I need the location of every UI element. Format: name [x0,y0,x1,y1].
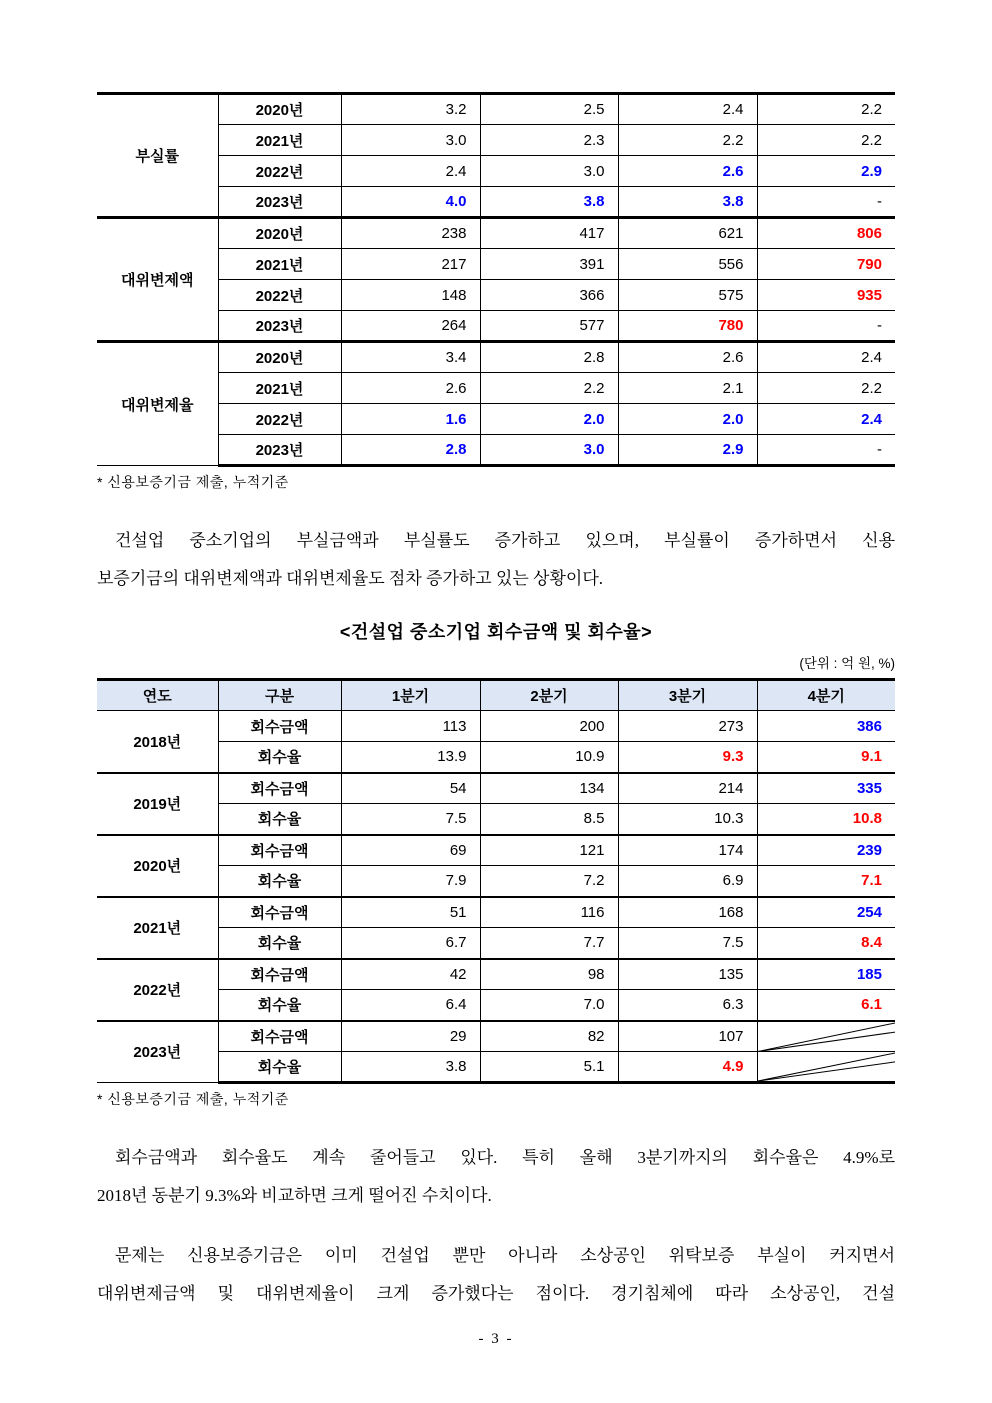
value-cell: 2.5 [480,94,618,125]
category-cell: 회수율 [218,742,341,773]
value-cell: 4.9 [618,1052,757,1083]
value-cell: 2.2 [757,373,895,404]
value-cell: 113 [341,711,480,742]
table-row [97,773,895,804]
paragraph-2 [97,1139,895,1215]
year-cell: 2022년 [97,959,218,1021]
crossed-out-cell [757,1052,895,1083]
table-row [97,835,895,866]
value-cell: 1.6 [341,404,480,435]
value-cell: - [757,311,895,342]
value-cell: 2.4 [757,342,895,373]
year-cell: 2021년 [218,125,341,156]
paragraph-line: 보증기금의 대위변제액과 대위변제율도 점차 증가하고 있는 상황이다. [97,569,603,588]
table-header-row [97,680,895,711]
page-number: - 3 - [478,1331,514,1347]
value-cell: 254 [757,897,895,928]
table-row [97,1021,895,1052]
value-cell: 69 [341,835,480,866]
value-cell: 7.1 [757,866,895,897]
paragraph-1 [97,522,895,598]
value-cell: 6.3 [618,990,757,1021]
value-cell: 107 [618,1021,757,1052]
value-cell: 185 [757,959,895,990]
value-cell: 6.7 [341,928,480,959]
header-cell: 연도 [97,680,218,711]
category-cell: 회수율 [218,990,341,1021]
value-cell: 7.5 [618,928,757,959]
value-cell: 2.4 [757,404,895,435]
year-cell: 2020년 [218,94,341,125]
value-cell: 82 [480,1021,618,1052]
year-cell: 2019년 [97,773,218,835]
table2-title: <건설업 중소기업 회수금액 및 회수율> [339,622,653,642]
value-cell: - [757,435,895,466]
value-cell: 3.0 [480,435,618,466]
value-cell: 7.5 [341,804,480,835]
value-cell: 51 [341,897,480,928]
value-cell: 214 [618,773,757,804]
value-cell: 2.1 [618,373,757,404]
paragraph-line: 건설업 중소기업의 부실금액과 부실률도 증가하고 있으며, 부실률이 증가하면서 신용 [115,531,895,550]
year-cell: 2023년 [218,435,341,466]
value-cell: 168 [618,897,757,928]
header-cell: 4분기 [757,680,895,711]
year-cell: 2021년 [97,897,218,959]
value-cell: 42 [341,959,480,990]
value-cell: 5.1 [480,1052,618,1083]
value-cell: 3.0 [480,156,618,187]
header-cell: 3분기 [618,680,757,711]
value-cell: 116 [480,897,618,928]
header-cell: 2분기 [480,680,618,711]
row-group-label: 대위변제율 [97,342,218,466]
value-cell: 7.0 [480,990,618,1021]
value-cell: 54 [341,773,480,804]
year-cell: 2020년 [218,342,341,373]
value-cell: 7.7 [480,928,618,959]
year-cell: 2022년 [218,156,341,187]
crossed-out-cell [757,1021,895,1052]
value-cell: 135 [618,959,757,990]
row-group-label: 대위변제액 [97,218,218,342]
value-cell: 2.2 [618,125,757,156]
value-cell: 13.9 [341,742,480,773]
value-cell: 9.3 [618,742,757,773]
value-cell: 273 [618,711,757,742]
value-cell: 2.0 [618,404,757,435]
value-cell: 2.0 [480,404,618,435]
value-cell: 98 [480,959,618,990]
value-cell: 2.4 [341,156,480,187]
value-cell: 29 [341,1021,480,1052]
category-cell: 회수금액 [218,959,341,990]
value-cell: 2.6 [341,373,480,404]
category-cell: 회수금액 [218,897,341,928]
value-cell: 790 [757,249,895,280]
year-cell: 2018년 [97,711,218,773]
recovery-table [97,678,895,1084]
value-cell: 3.2 [341,94,480,125]
year-cell: 2020년 [97,835,218,897]
value-cell: 200 [480,711,618,742]
value-cell: 391 [480,249,618,280]
value-cell: 6.9 [618,866,757,897]
table-row [97,959,895,990]
value-cell: - [757,187,895,218]
value-cell: 238 [341,218,480,249]
value-cell: 2.2 [480,373,618,404]
value-cell: 577 [480,311,618,342]
value-cell: 2.2 [757,125,895,156]
table-row [97,897,895,928]
value-cell: 2.6 [618,342,757,373]
value-cell: 2.8 [480,342,618,373]
paragraph-line: 문제는 신용보증기금은 이미 건설업 뿐만 아니라 소상공인 위탁보증 부실이 커지면서 [115,1246,895,1265]
year-cell: 2021년 [218,373,341,404]
value-cell: 8.5 [480,804,618,835]
unit-label: (단위 : 억 원, %) [799,656,895,671]
category-cell: 회수율 [218,928,341,959]
value-cell: 3.0 [341,125,480,156]
value-cell: 2.9 [757,156,895,187]
value-cell: 239 [757,835,895,866]
category-cell: 회수율 [218,804,341,835]
value-cell: 10.3 [618,804,757,835]
paragraph-line: 대위변제금액 및 대위변제율이 크게 증가했다는 점이다. 경기침체에 따라 소상공인, 건설 [97,1284,895,1303]
row-group-label: 부실률 [97,94,218,218]
value-cell: 780 [618,311,757,342]
value-cell: 366 [480,280,618,311]
header-cell: 1분기 [341,680,480,711]
diagonal-slash-icon [758,1052,896,1081]
table-row [97,711,895,742]
year-cell: 2022년 [218,280,341,311]
value-cell: 3.8 [341,1052,480,1083]
year-cell: 2023년 [218,311,341,342]
value-cell: 9.1 [757,742,895,773]
value-cell: 621 [618,218,757,249]
value-cell: 3.8 [480,187,618,218]
paragraph-line: 회수금액과 회수율도 계속 줄어들고 있다. 특히 올해 3분기까지의 회수율은 4.9%로 [115,1148,895,1167]
category-cell: 회수율 [218,866,341,897]
value-cell: 417 [480,218,618,249]
value-cell: 10.8 [757,804,895,835]
value-cell: 2.3 [480,125,618,156]
table2-footnote: * 신용보증기금 제출, 누적기준 [97,1091,289,1107]
value-cell: 134 [480,773,618,804]
year-cell: 2022년 [218,404,341,435]
value-cell: 575 [618,280,757,311]
year-cell: 2020년 [218,218,341,249]
value-cell: 4.0 [341,187,480,218]
value-cell: 6.4 [341,990,480,1021]
value-cell: 386 [757,711,895,742]
value-cell: 7.9 [341,866,480,897]
diagonal-slash-icon [758,1022,896,1052]
table-row [97,342,895,373]
value-cell: 264 [341,311,480,342]
year-cell: 2023년 [97,1021,218,1083]
category-cell: 회수금액 [218,1021,341,1052]
value-cell: 3.4 [341,342,480,373]
value-cell: 335 [757,773,895,804]
value-cell: 148 [341,280,480,311]
value-cell: 10.9 [480,742,618,773]
paragraph-line: 2018년 동분기 9.3%와 비교하면 크게 떨어진 수치이다. [97,1186,492,1205]
value-cell: 174 [618,835,757,866]
value-cell: 217 [341,249,480,280]
paragraph-3 [97,1237,895,1313]
value-cell: 556 [618,249,757,280]
year-cell: 2023년 [218,187,341,218]
table1-footnote: * 신용보증기금 제출, 누적기준 [97,474,289,490]
value-cell: 3.8 [618,187,757,218]
category-cell: 회수금액 [218,835,341,866]
table-row [97,218,895,249]
category-cell: 회수금액 [218,711,341,742]
value-cell: 806 [757,218,895,249]
value-cell: 7.2 [480,866,618,897]
value-cell: 8.4 [757,928,895,959]
value-cell: 121 [480,835,618,866]
category-cell: 회수금액 [218,773,341,804]
value-cell: 2.9 [618,435,757,466]
value-cell: 6.1 [757,990,895,1021]
table-row [97,94,895,125]
category-cell: 회수율 [218,1052,341,1083]
value-cell: 2.2 [757,94,895,125]
value-cell: 2.6 [618,156,757,187]
value-cell: 935 [757,280,895,311]
value-cell: 2.8 [341,435,480,466]
default-metrics-table [97,92,895,467]
year-cell: 2021년 [218,249,341,280]
value-cell: 2.4 [618,94,757,125]
header-cell: 구분 [218,680,341,711]
